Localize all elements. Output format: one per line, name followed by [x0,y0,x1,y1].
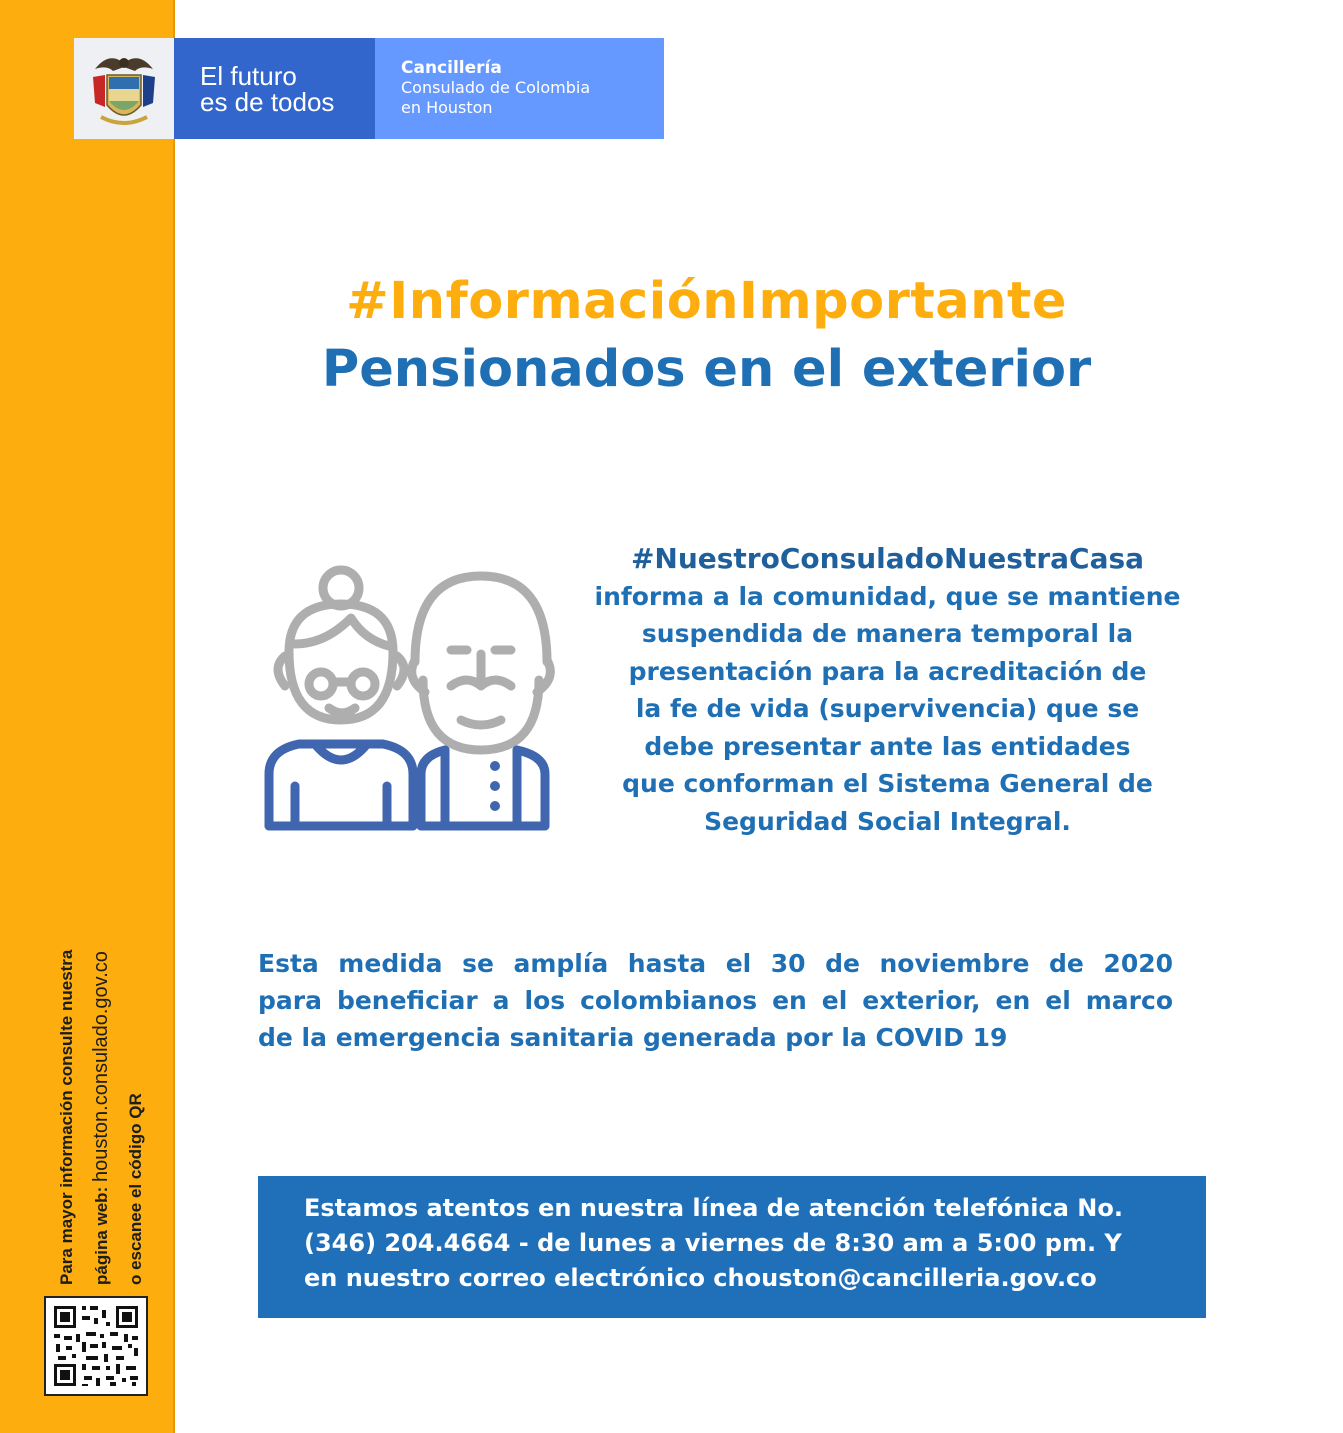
website-link[interactable]: houston.consulado.gov.co [90,951,112,1183]
measure-line: de la emergencia sanitaria generada por la COVID 19 [258,1023,1008,1052]
info-line: informa a la comunidad, que se mantiene [594,581,1181,611]
colombia-coat-of-arms-icon [89,47,159,131]
sidebar-line-3: o escanee el código QR [126,1093,145,1285]
contact-line: en nuestro correo electrónico chouston@cancilleria.gov.co [304,1264,1097,1292]
contact-line: Estamos atentos en nuestra línea de atención telefónica No. [304,1194,1123,1222]
ministry-name: Cancillería [401,58,502,78]
measure-paragraph [258,945,1173,1056]
elderly-couple-icon [255,560,555,832]
info-line: suspendida de manera temporal la [641,619,1134,648]
sidebar-line-2 [84,865,119,1285]
info-line: la fe de vida (supervivencia) que se [635,694,1140,723]
consulate-line-1: Consulado de Colombia [401,78,591,97]
slogan-line-1: El futuro [200,60,297,91]
slogan-line-2: es de todos [200,86,335,117]
header-logo [74,38,664,139]
info-line: Seguridad Social Integral. [704,806,1071,836]
consulate-line-2: en Houston [401,98,493,117]
sidebar [0,0,175,1433]
measure-line: para beneficiar a los colombianos en el exterior, en el marco [258,986,1173,1015]
info-paragraph [560,540,1215,840]
crest-container [74,38,174,139]
hashtag-title: #InformaciónImportante [346,272,1067,331]
qr-code-icon[interactable] [44,1296,148,1396]
info-hashtag: #NuestroConsuladoNuestraCasa [630,542,1145,575]
measure-line: Esta medida se amplía hasta el 30 de noviembre de 2020 [258,949,1173,978]
contact-line: (346) 204.4664 - de lunes a viernes de 8:30 am a 5:00 pm. Y [304,1229,1122,1257]
sidebar-note [50,865,153,1285]
info-line: presentación para la acreditación de [628,656,1147,686]
sidebar-web-label: página web: [92,1186,111,1285]
slogan-box [174,38,375,139]
sidebar-line-1: Para mayor información consulte nuestra [57,949,76,1285]
ministry-box [375,38,664,139]
info-line: debe presentar ante las entidades [644,731,1131,761]
contact-box [258,1176,1206,1318]
page-title: Pensionados en el exterior [321,340,1092,399]
info-line: que conforman el Sistema General de [622,769,1153,798]
